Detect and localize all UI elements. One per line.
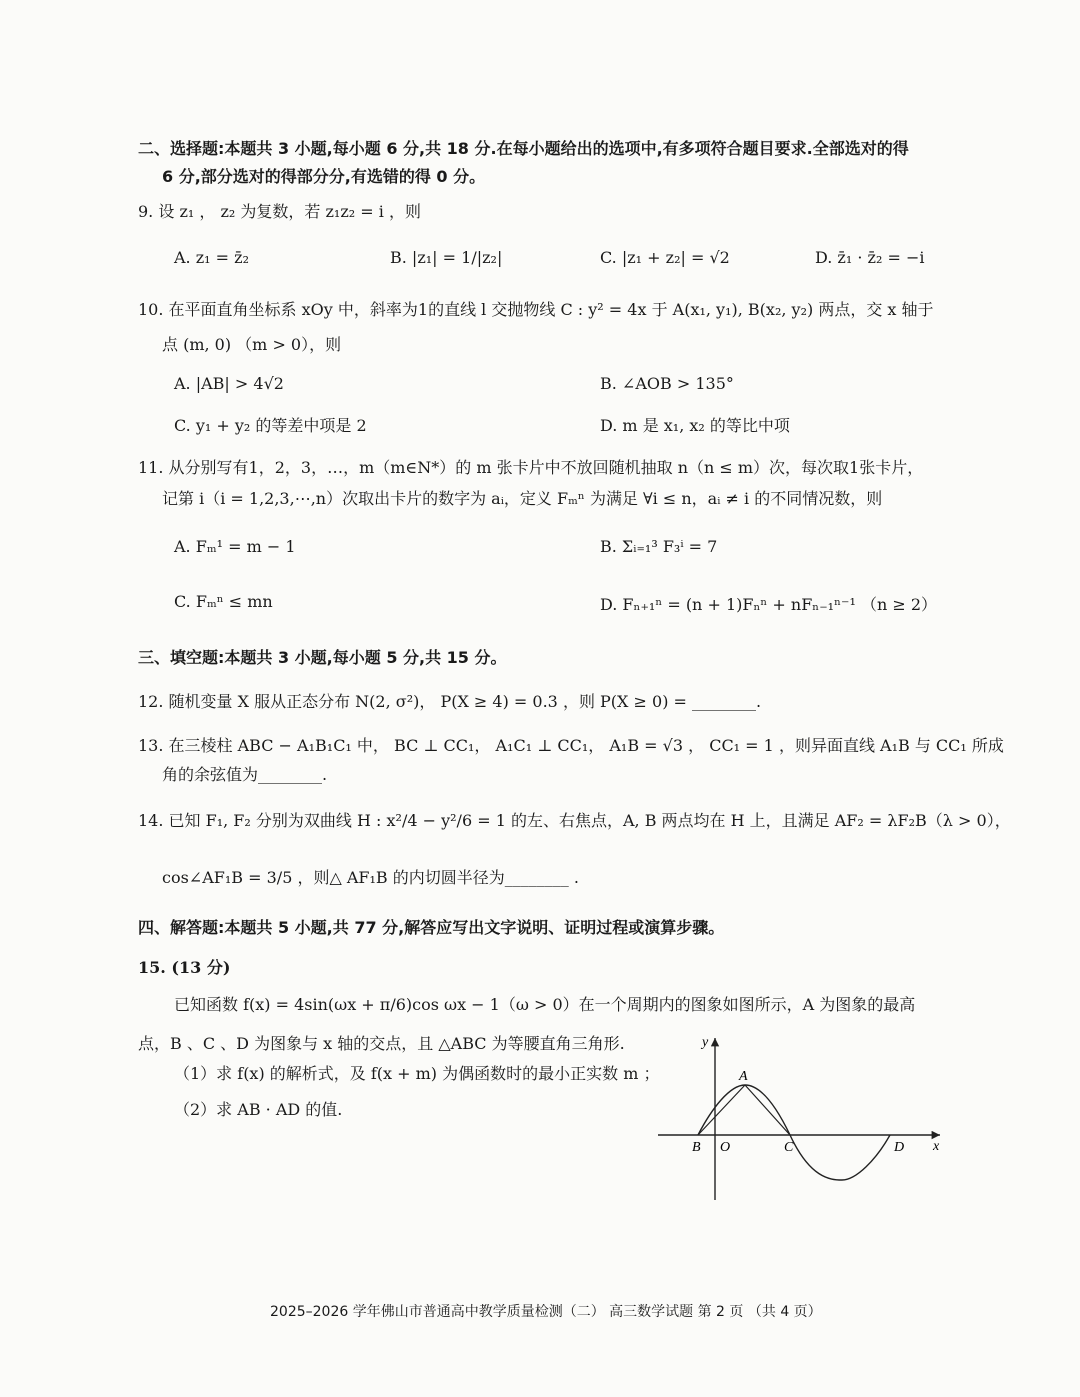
q10-option-c: C. y₁ + y₂ 的等差中项是 2 xyxy=(174,416,367,435)
sine-curve xyxy=(698,1085,890,1180)
q15-stem: 已知函数 f(x) = 4sin(ωx + π/6)cos ωx − 1（ω > 0）在一个周期内的图象如图所示，A 为图象的最高 xyxy=(174,995,916,1014)
q10-stem-cont: 点 (m, 0) （m > 0），则 xyxy=(162,335,342,354)
q11-option-d: D. Fₙ₊₁ⁿ = (n + 1)Fₙⁿ + nFₙ₋₁ⁿ⁻¹ （n ≥ 2） xyxy=(600,595,938,614)
q10-stem: 10. 在平面直角坐标系 xOy 中，斜率为1的直线 l 交抛物线 C : y² = 4x 于 A(x₁, y₁), B(x₂, y₂) 两点，交 x 轴于 xyxy=(138,300,934,319)
point-b-label: B xyxy=(692,1140,701,1155)
q9-option-b: B. |z₁| = 1/|z₂| xyxy=(390,248,503,267)
q15-head: 15. (13 分) xyxy=(138,958,231,977)
q11-option-c: C. Fₘⁿ ≤ mn xyxy=(174,592,273,611)
point-a-label: A xyxy=(739,1069,748,1084)
q11-option-a: A. Fₘ¹ = m − 1 xyxy=(174,537,296,556)
q15-sub-2: （2）求 AB · AD 的值. xyxy=(174,1100,343,1119)
segment-ab xyxy=(698,1085,745,1135)
q9-stem: 9. 设 z₁ ， z₂ 为复数，若 z₁z₂ = i ，则 xyxy=(138,202,421,221)
q10-option-d: D. m 是 x₁, x₂ 的等比中项 xyxy=(600,416,790,435)
q9-option-c: C. |z₁ + z₂| = √2 xyxy=(600,248,730,267)
q11-option-b: B. Σᵢ₌₁³ F₃ⁱ = 7 xyxy=(600,537,718,556)
origin-label: O xyxy=(720,1140,731,1155)
q14-stem-cont: cos∠AF₁B = 3/5 ，则△ AF₁B 的内切圆半径为________ . xyxy=(162,868,579,887)
q10-option-a: A. |AB| > 4√2 xyxy=(174,374,284,393)
q10-option-b: B. ∠AOB > 135° xyxy=(600,374,734,393)
y-axis-label: y xyxy=(702,1035,709,1050)
q15-stem-cont: 点，B 、C 、D 为图象与 x 轴的交点，且 △ABC 为等腰直角三角形. xyxy=(138,1034,625,1053)
q9-option-a: A. z₁ = z̄₂ xyxy=(174,248,249,267)
q15-sub-1: （1）求 f(x) 的解析式，及 f(x + m) 为偶函数时的最小正实数 m ； xyxy=(174,1064,660,1083)
point-d-label: D xyxy=(894,1140,905,1155)
q13-stem-cont: 角的余弦值为________. xyxy=(162,765,328,784)
q13-stem: 13. 在三棱柱 ABC − A₁B₁C₁ 中， BC ⊥ CC₁， A₁C₁ ⊥ CC₁， A₁B = √3 ， CC₁ = 1 ，则异面直线 A₁B 与 CC₁ 所成 xyxy=(138,736,1004,755)
function-graph-figure xyxy=(650,1030,950,1210)
segment-ac xyxy=(745,1085,790,1135)
section-3-title: 三、填空题:本题共 3 小题,每小题 5 分,共 15 分。 xyxy=(138,648,507,667)
section-4-title: 四、解答题:本题共 5 小题,共 77 分,解答应写出文字说明、证明过程或演算步骤。 xyxy=(138,918,725,937)
q11-stem-cont: 记第 i（i = 1,2,3,⋯,n）次取出卡片的数字为 aᵢ，定义 Fₘⁿ 为满足 ∀i ≤ n，aᵢ ≠ i 的不同情况数，则 xyxy=(162,489,883,508)
q11-stem: 11. 从分别写有1，2，3，…，m（m∈N*）的 m 张卡片中不放回随机抽取 n（n ≤ m）次，每次取1张卡片， xyxy=(138,458,924,477)
section-2-title-cont: 6 分,部分选对的得部分分,有选错的得 0 分。 xyxy=(162,167,486,186)
q9-option-d: D. z̄₁ · z̄₂ = −i xyxy=(815,248,925,267)
point-c-label: C xyxy=(784,1140,794,1155)
q14-stem: 14. 已知 F₁, F₂ 分别为双曲线 H : x²/4 − y²/6 = 1 的左、右焦点，A, B 两点均在 H 上，且满足 AF₂ = λF₂B（λ > 0）， xyxy=(138,811,1011,830)
x-axis-label: x xyxy=(933,1139,940,1154)
q12-text: 12. 随机变量 X 服从正态分布 N(2, σ²)， P(X ≥ 4) = 0.3 ，则 P(X ≥ 0) = ________. xyxy=(138,692,762,711)
page-footer: 2025–2026 学年佛山市普通高中教学质量检测（二） 高三数学试题 第 2 页 （共 4 页） xyxy=(270,1304,822,1320)
section-2-title: 二、选择题:本题共 3 小题,每小题 6 分,共 18 分.在每小题给出的选项中,有多项符合题目要求.全部选对的得 xyxy=(138,139,909,158)
